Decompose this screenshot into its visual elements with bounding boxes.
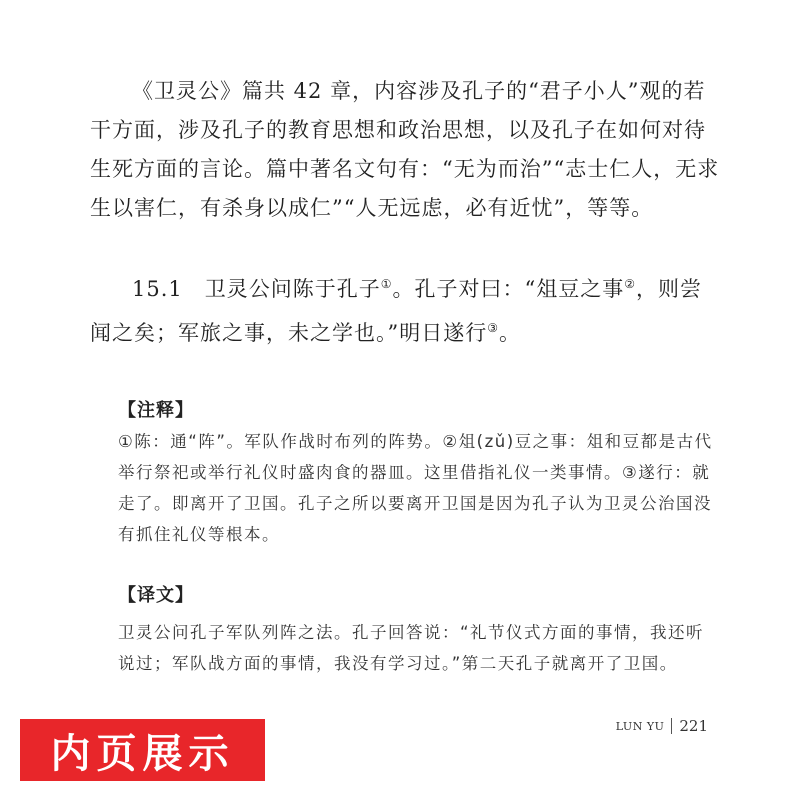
book-title: LUN YU [615, 719, 665, 733]
inner-page-banner: 内页展示 [20, 719, 265, 781]
footnote-marker-2: ② [624, 277, 637, 291]
notes-text: ①陈：通“阵”。军队作战时布列的阵势。②俎(zǔ)豆之事：俎和豆都是古代举行祭祀或举行礼仪时盛肉食的器皿。这里借指礼仪一类事情。③遂行：就走了。即离开了卫国。孔子之所以要离开卫国是因为孔子认为卫灵公治国没有抓住礼仪等根本。 [118, 432, 713, 544]
passage-text-2: 。孔子对曰：“俎豆之事 [392, 277, 625, 301]
notes-heading: 【注释】 [118, 400, 194, 421]
page-footer [616, 717, 708, 735]
passage-text-4: 。 [499, 321, 521, 345]
page-number: 221 [679, 717, 708, 735]
translation-heading: 【译文】 [118, 585, 194, 606]
translation-text: 卫灵公问孔子军队列阵之法。孔子回答说：“礼节仪式方面的事情，我还听说过；军队战方面的事情，我没有学习过。”第二天孔子就离开了卫国。 [118, 623, 705, 673]
chapter-introduction: 《卫灵公》篇共 42 章，内容涉及孔子的“君子小人”观的若干方面，涉及孔子的教育思想和政治思想，以及孔子在如何对待生死方面的言论。篇中著名文句有：“无为而治”“志士仁人，无求生以害仁，有杀身以成仁”“人无远虑，必有近忧”，等等。 [90, 79, 720, 220]
footnote-marker-1: ① [380, 277, 393, 291]
passage-number: 15.1 [132, 277, 183, 301]
passage-text-1: 卫灵公问陈于孔子 [204, 277, 381, 301]
classical-passage [90, 265, 722, 353]
footer-divider [671, 718, 672, 734]
passage-text-3: ，则尝闻之矣；军旅之事，未之学也。”明日遂行 [90, 277, 703, 345]
footnote-marker-3: ③ [487, 321, 499, 335]
